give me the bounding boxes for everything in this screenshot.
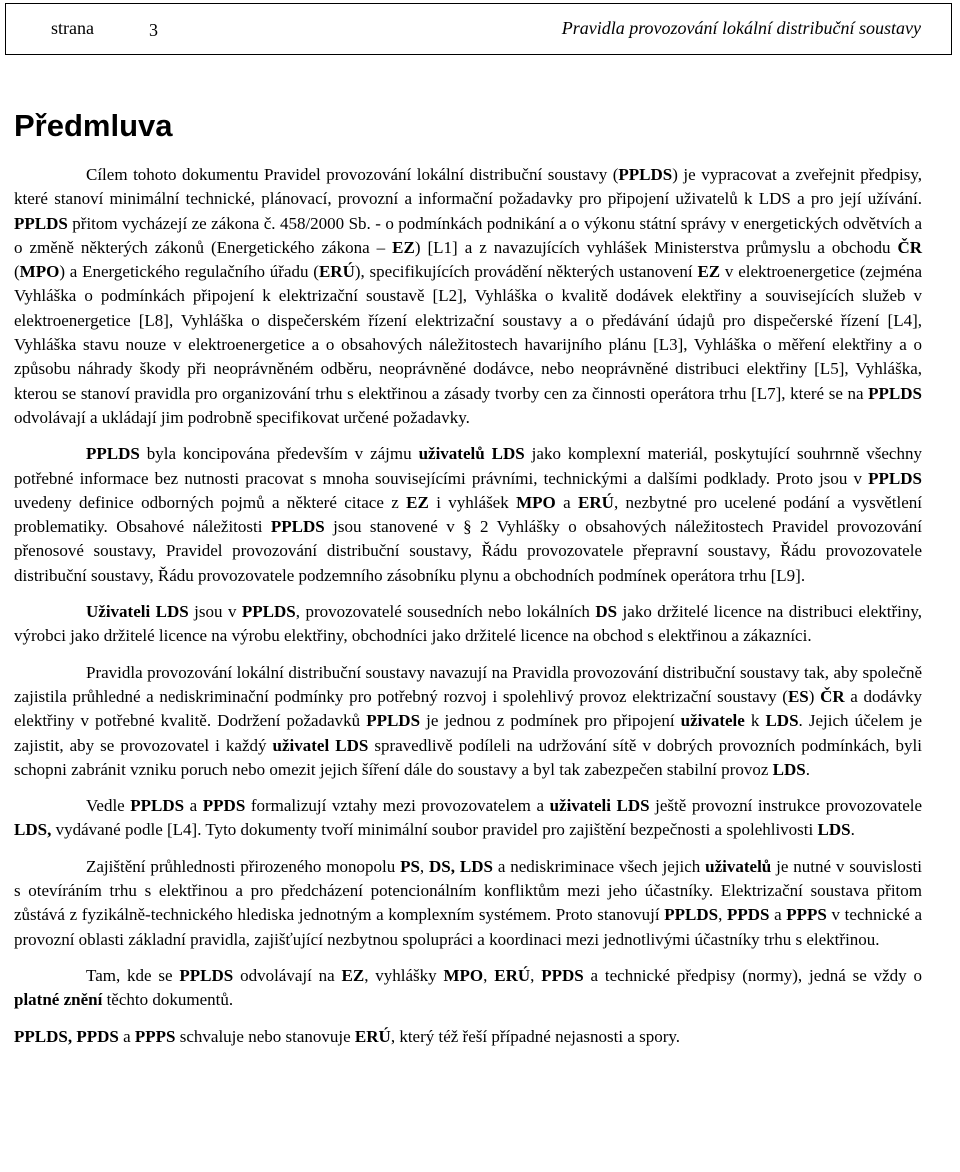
bold-term: PS (400, 856, 420, 876)
text-run: byla koncipována především v zájmu (139, 444, 419, 464)
text-run: ) je vypracovat a zveřejnit předpisy, které stanoví minimální technické, plánovací, provozní a informační požadavky pro připojení uživatelů k LDS a pro její užívání. (14, 165, 922, 209)
text-run: Pravidla provozování lokální distribuční soustavy navazují na Pravidla provozování distribuční soustavy tak, aby společně zajistila průhledné a nediskriminační podmínky pro potřebný rozvoj i spolehlivý provoz elektrizační soustavy ( (14, 662, 922, 706)
bold-term: ERÚ (354, 1026, 391, 1046)
bold-term: MPO (19, 262, 60, 282)
paragraph-users (14, 600, 922, 649)
bold-term: EZ (341, 965, 365, 985)
text-run: těchto dokumentů. (102, 990, 234, 1010)
document-title: Pravidla provozování lokální distribuční soustavy (561, 18, 921, 38)
bold-term: DS (595, 602, 618, 622)
bold-term: PPDS (726, 905, 770, 925)
bold-term: uživateli LDS (549, 796, 650, 816)
text-run: a (555, 492, 579, 512)
page-label: strana (51, 18, 94, 38)
body-text (14, 163, 922, 1061)
text-run: ) a Energetického regulačního úřadu ( (59, 262, 319, 282)
bold-term: PPLDS (130, 796, 185, 816)
text-run: , (718, 905, 727, 925)
bold-term: PPLDS (366, 711, 421, 731)
bold-term: PPLDS (270, 517, 325, 537)
bold-term: PPLDS (868, 468, 922, 488)
bold-term: PPLDS, PPDS (14, 1026, 119, 1046)
bold-term: PPDS (202, 796, 246, 816)
bold-term: DS, LDS (429, 856, 493, 876)
text-run: , (483, 965, 495, 985)
bold-term: ERÚ (318, 262, 355, 282)
text-run: , nezbytné pro ucelené podání a vysvětlení problematiky. Obsahové náležitosti (14, 492, 922, 537)
text-run: a (769, 905, 787, 925)
text-run: i vyhlášek (428, 492, 517, 512)
bold-term: PPDS (541, 965, 584, 985)
text-run: a nediskriminace všech jejich (492, 856, 706, 876)
paragraph-intro (14, 163, 922, 430)
text-run: schvaluje nebo stanovuje (175, 1026, 355, 1046)
text-run: , který též řeší případné nejasnosti a spory. (390, 1026, 681, 1046)
bold-term: uživatelů LDS (418, 444, 525, 464)
paragraph-approval (14, 1025, 922, 1049)
page-number: 3 (149, 20, 158, 40)
text-run: a (184, 796, 203, 816)
paragraph-instructions (14, 794, 922, 843)
text-run: . (805, 759, 810, 779)
paragraph-concept (14, 442, 922, 588)
bold-term: EZ (697, 262, 721, 282)
bold-term: PPLDS (618, 165, 673, 184)
text-run: jsou v (188, 602, 242, 622)
text-run: uvedeny definice odborných pojmů a některé citace z (14, 492, 407, 512)
text-run: , provozovatelé sousedních nebo lokálních (295, 602, 596, 622)
text-run: v elektroenergetice (zejména Vyhláška o podmínkách připojení k elektrizační soustavě [L2], Vyhláška o kvalitě dodávek elektřiny a souvisejících služeb v elektroenergetice [L8], Vyhláška o dispečerském řízení elektrizační soustavy a o předávání údajů pro dispečerské řízení [L4], Vyhláška stavu nouze v elektroenergetice a o obsahových náležitostech havarijního plánu [L3], Vyhláška o měření elektřiny a o způsobu náhrady škody při neoprávněném odběru, neoprávněné dodávce, nebo neoprávněné distribuci elektřiny [L5], Vyhláška, kterou se stanoví pravidla pro organizování trhu s elektřinou a zásady tvorby cen za činnosti operátora trhu [L7], které se na (14, 262, 923, 403)
text-run: je nutné v souvislosti s otevíráním trhu s elektřinou a pro předcházení potencionálním konfliktům mezi jeho účastníky. Elektrizační soustava přitom zůstává z fyzikálně-technického hlediska jednotným a komplexním systémem. Proto stanovují (14, 856, 922, 925)
text-run: jako držitelé licence na distribuci elektřiny, výrobci jako držitelé licence na výrobu elektřiny, obchodníci jako držitelé licence na obchod s elektřinou a zákazníci. (14, 602, 922, 646)
text-run: Zajištění průhlednosti přirozeného monopolu (86, 856, 401, 876)
bold-term: uživatel LDS (272, 735, 369, 755)
bold-term: LDS, (14, 820, 52, 840)
bold-term: PPLDS (664, 905, 719, 925)
bold-term: PPPS (786, 905, 827, 925)
bold-term: uživatelů (705, 856, 772, 876)
bold-term: ES (787, 686, 809, 706)
bold-term: platné znění (14, 990, 103, 1010)
bold-term: PPPS (134, 1026, 176, 1046)
text-run: ( (14, 262, 20, 282)
bold-term: LDS (765, 711, 799, 731)
text-run: a dodávky elektřiny v potřebné kvalitě. Dodržení požadavků (14, 686, 923, 731)
text-run: spravedlivě podíleli na udržování sítě v dobrých provozních podmínkách, byli schopni zabránit vzniku poruch nebo omezit jejich šíření dále do soustavy a byl tak zabezpečen stabilní provoz (14, 735, 922, 779)
text-run: přitom vycházejí ze zákona č. 458/2000 Sb. - o podmínkách podnikání a o výkonu státní správy v energetických odvětvích a o změně některých zákonů (Energetického zákona – (14, 213, 922, 257)
text-run: je jednou z podmínek pro připojení (420, 711, 681, 731)
text-run: . Jejich účelem je zajistit, aby se provozovatel i každý (14, 711, 922, 755)
bold-term: EZ (392, 237, 415, 257)
text-run: a (118, 1026, 135, 1046)
paragraph-transparency (14, 855, 922, 952)
bold-term: EZ (406, 492, 429, 512)
bold-term: PPLDS (86, 444, 140, 464)
bold-term: PPLDS (179, 965, 234, 985)
paragraph-rules (14, 661, 922, 782)
bold-term: MPO (516, 492, 556, 512)
text-run: ) (808, 686, 821, 706)
text-run: formalizují vztahy mezi provozovatelem a (245, 796, 550, 816)
paragraph-references (14, 964, 922, 1013)
text-run: jako komplexní materiál, poskytující souhrnně všechny potřebné informace bez nutnosti pracovat s mnoha souvisejícími právními, technickými a dalšími podklady. Proto jsou v (14, 444, 922, 488)
bold-term: ERÚ (494, 965, 531, 985)
bold-term: ERÚ (578, 492, 614, 512)
text-run: , (419, 856, 430, 876)
bold-term: PPLDS (14, 213, 68, 233)
text-run: ) [L1] a z navazujících vyhlášek Ministerstva průmyslu a obchodu (414, 237, 898, 257)
text-run: Cílem tohoto dokumentu Pravidel provozování lokální distribuční soustavy ( (86, 165, 619, 184)
bold-term: Uživateli LDS (86, 602, 189, 622)
text-run: a technické předpisy (normy), jedná se vždy o (583, 965, 922, 985)
text-run: jsou stanovené v § 2 Vyhlášky o obsahových náležitostech Pravidel provozování přenosové soustavy, Pravidel provozování distribuční soustavy, Řádu provozovatele přepravní soustavy, Řádu provozovatele distribuční soustavy, Řádu provozovatele podzemního zásobníku plynu a obchodních podmínek operátora trhu [L9]. (14, 517, 922, 585)
text-run: odvolávají na (233, 965, 342, 985)
text-run: ještě provozní instrukce provozovatele (649, 796, 923, 816)
bold-term: PPLDS (868, 383, 922, 403)
text-run: odvolávají a ukládají jim podrobně specifikovat určené požadavky. (14, 407, 470, 427)
text-run: Vedle (86, 796, 131, 816)
text-run: Tam, kde se (86, 965, 180, 985)
text-run: , vyhlášky (364, 965, 444, 985)
text-run: ), specifikujících provádění některých ustanovení (354, 262, 698, 282)
bold-term: ČR (897, 237, 923, 257)
page-header (5, 3, 952, 55)
text-run: vydávané podle [L4]. Tyto dokumenty tvoří minimální soubor pravidel pro zajištění bezpečnosti a spolehlivosti (51, 820, 818, 840)
bold-term: ČR (820, 686, 845, 706)
bold-term: uživatele (680, 711, 745, 731)
text-run: . (850, 820, 855, 840)
section-heading: Předmluva (14, 108, 173, 143)
bold-term: LDS (817, 820, 851, 840)
text-run: k (744, 711, 766, 731)
bold-term: PPLDS (241, 602, 296, 622)
bold-term: MPO (443, 965, 484, 985)
text-run: v technické a provozní oblasti základní pravidla, zajišťující nezbytnou spolupráci a koordinaci mezi jednotlivými účastníky trhu s elektřinou. (14, 905, 922, 949)
bold-term: LDS (772, 759, 806, 779)
text-run: , (530, 965, 542, 985)
